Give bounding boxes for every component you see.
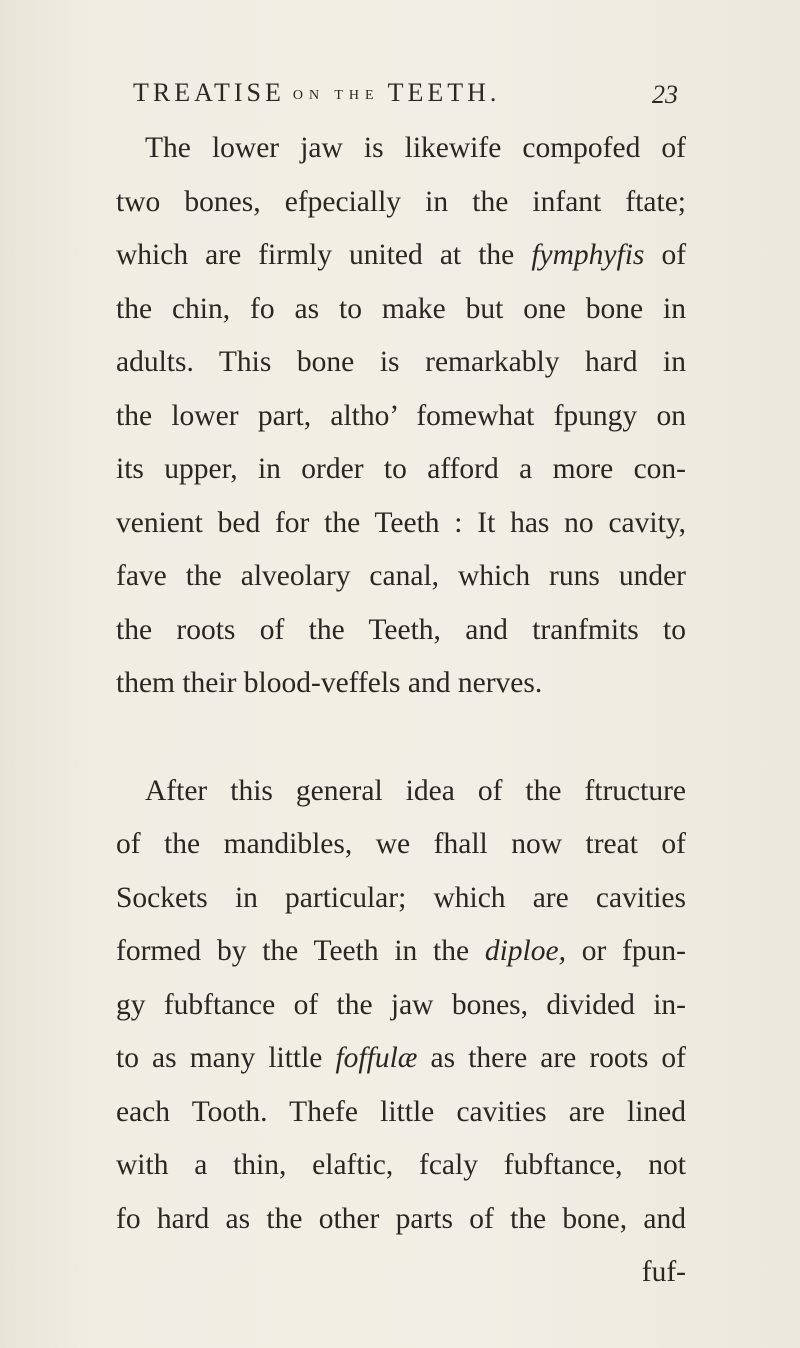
text-line: its upper, in order to afford a more con- [116,453,686,485]
text-line: Sockets in particular; which are cavities [116,881,686,914]
italic-term: fymphyfis [531,239,645,271]
text-line: fave the alveolary canal, which runs under [116,560,686,592]
paragraph-2 [116,765,686,1300]
text-line: The lower jaw is likewife compofed of [145,132,686,164]
text-line: the lower part, altho’ fomewhat fpungy on [116,399,686,432]
text-line [116,229,686,283]
paragraph-gap [116,711,686,765]
running-head [133,78,500,108]
text-line: gy fubftance of the jaw bones, divided in- [116,988,686,1021]
text-run: to as many little [116,1042,323,1074]
page-number: 23 [652,80,678,109]
text-line: venient bed for the Teeth : It has no cavity, [116,506,686,539]
text-line [116,1032,686,1086]
body-text [116,122,686,1300]
text-line [116,925,686,979]
text-line: After this general idea of the ftructure [145,774,686,807]
text-line: fo hard as the other parts of the bone, and [116,1202,686,1235]
text-line: adults. This bone is remarkably hard in [116,346,686,378]
text-line: with a thin, elaftic, fcaly fubftance, not [116,1149,686,1181]
text-line: two bones, efpecially in the infant ftate; [116,185,686,218]
text-line: of the mandibles, we fhall now treat of [116,828,686,860]
text-line: each Tooth. Thefe little cavities are lined [116,1095,686,1128]
text-line: them their blood-veffels and nerves. [116,667,543,699]
text-line: the chin, fo as to make but one bone in [116,292,686,325]
text-run: as there are roots of [430,1042,687,1074]
italic-term: foffulæ [335,1042,418,1074]
text-run: or fpun- [581,935,686,967]
italic-term: diploe, [484,935,566,967]
paragraph-1 [116,122,686,711]
text-run: formed by the Teeth in the [116,935,470,967]
running-head-on-the: ON THE [292,88,380,103]
text-run: of [661,239,687,271]
text-run: which are firmly united at the [116,239,515,271]
text-line: the roots of the Teeth, and tranfmits to [116,613,686,646]
running-head-teeth: TEETH. [387,78,501,107]
page-header [0,78,800,118]
catchword: fuf- [641,1256,686,1288]
running-head-treatise: TREATISE [133,78,285,107]
